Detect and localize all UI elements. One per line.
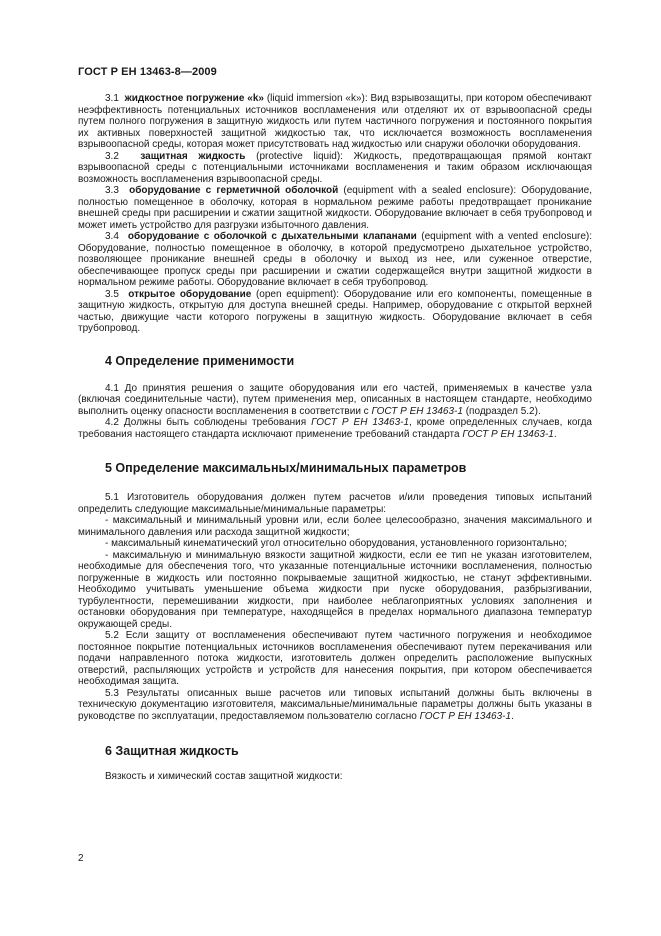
definition-3-5: 3.5 открытое оборудование (open equipment): Оборудование или его компоненты, помещенные в защитную жидкость, открытую для доступа внешней среды. Например, оборудование с открытой верхней частью, движущие части которого погружены в защитную жидкость. Оборудование включает в себя трубопровод. bbox=[78, 288, 592, 334]
term: защитная жидкость bbox=[140, 150, 246, 162]
list-item: - максимальную и минимальную вязкости защитной жидкости, если ее тип не указан изготовителем, необходимые для обеспечения того, что указанные потенциальные источники воспламенения, полностью погруженные в жидкость или постоянно покрываемые защитной жидкостью, не станут эффективными. Необходимо учитывать уменьшение объема жидкости при пуске оборудования, разбрызгивании, турбулентности, перемешивании жидкости, при наиболее неблагоприятных условиях заполнения и остановки оборудования при температуре, находящейся в пределах нормального диапазона температур окружающей среды. bbox=[78, 549, 592, 630]
paragraph-6: Вязкость и химический состав защитной жидкости: bbox=[105, 771, 343, 782]
term: жидкостное погружение «k» bbox=[124, 93, 264, 104]
page-number: 2 bbox=[78, 853, 84, 864]
paragraph-5-3: 5.3 Результаты описанных выше расчетов или типовых испытаний должны быть включены в техническую документацию изготовителя, максимальные/минимальные параметры должны быть указаны в руководстве по эксплуатации, предоставляемом пользователю согласно ГОСТ Р ЕН 13463-1. bbox=[78, 687, 592, 722]
definition-3-1: 3.1 жидкостное погружение «k» (liquid immersion «k»): Вид взрывозащиты, при котором обеспечивают неэффективность потенциальных источников воспламенения или отделяют их от взрывоопасной среды путем полного погружения в защитную жидкость или путем частичного погружения и постоянного покрытия их активных поверхностей защитной жидкостью так, что исключается возможность воспламенения взрывоопасной среды, которая может присутствовать над жидкостью или снаружи оболочки оборудования. bbox=[78, 93, 593, 150]
definition-3-2: 3.2 защитная жидкость (protective liquid): Жидкость, предотвращающая прямой контакт взрывоопасной среды с потенциальными источниками воспламенения и таким образом исключающая возможность воспламенения взрывоопасной среды. bbox=[78, 150, 593, 185]
paragraph-5-1: 5.1 Изготовитель оборудования должен путем расчетов и/или проведения типовых испытаний определить следующие максимальные/минимальные параметры: bbox=[78, 492, 592, 515]
list-item: - максимальный и минимальный уровни или, если более целесообразно, значения максимального и минимального давления или расхода защитной жидкости; bbox=[78, 515, 592, 538]
paragraph-4-1: 4.1 До принятия решения о защите оборудования или его частей, применяемых в качестве узла (включая соединительные части), путем применения мер, описанных в настоящем стандарте, необходимо выполнить оценку опасности воспламенения в соответствии с ГОСТ Р ЕН 13463-1 (подраздел 5.2). bbox=[78, 382, 592, 417]
document-header: ГОСТ Р ЕН 13463-8—2009 bbox=[78, 66, 217, 78]
paragraph-5-2: 5.2 Если защиту от воспламенения обеспечивают путем частичного погружения и необходимое постоянное покрытие потенциальных источников воспламенения обеспечивают путем перекачивания или подачи направленного потока жидкости, изготовитель должен определить расположение выпускных отверстий, распыляющих устройств и устройств для нанесения покрытия, при котором обеспечивается необходимая защита. bbox=[78, 630, 592, 687]
section-heading-5: 5 Определение максимальных/минимальных параметров bbox=[105, 461, 467, 475]
term: оборудование с оболочкой с дыхательными клапанами bbox=[127, 231, 417, 242]
term: оборудование с герметичной оболочкой bbox=[129, 185, 339, 196]
section-heading-4: 4 Определение применимости bbox=[105, 353, 295, 368]
definition-3-3: 3.3 оборудование с герметичной оболочкой (equipment with a sealed enclosure): Оборудование, полностью помещенное в оболочку, которая в нормальном режиме работы предотвращает проникание внешней среды при расширении и сжатии защитной жидкости. Оборудование включает в себя трубопровод и может иметь устройство для разгрузки избыточного давления. bbox=[78, 185, 592, 231]
section-heading-6: 6 Защитная жидкость bbox=[105, 744, 239, 758]
definition-3-4: 3.4 оборудование с оболочкой с дыхательными клапанами (equipment with a vented enclosure): Оборудование, полностью помещенное в оболочку, в которой предусмотрено дыхательное устройство, позволяющее проникание внешней среды в оболочку и выход из нее, или суженное отверстие, обеспечивающее пропуск среды при расширении и сжатии содержащейся внутри защитной жидкости в нормальном режиме работы. Оборудование включает в себя трубопровод. bbox=[78, 231, 593, 288]
list-item: - максимальный кинематический угол относительно оборудования, установленного горизонтально; bbox=[105, 538, 567, 549]
term: открытое оборудование bbox=[128, 288, 252, 300]
document-body bbox=[78, 93, 592, 783]
paragraph-4-2: 4.2 Должны быть соблюдены требования ГОСТ Р ЕН 13463-1, кроме определенных случаев, когда требования настоящего стандарта исключают применение требований стандарта ГОСТ Р ЕН 13463-1. bbox=[78, 417, 592, 440]
